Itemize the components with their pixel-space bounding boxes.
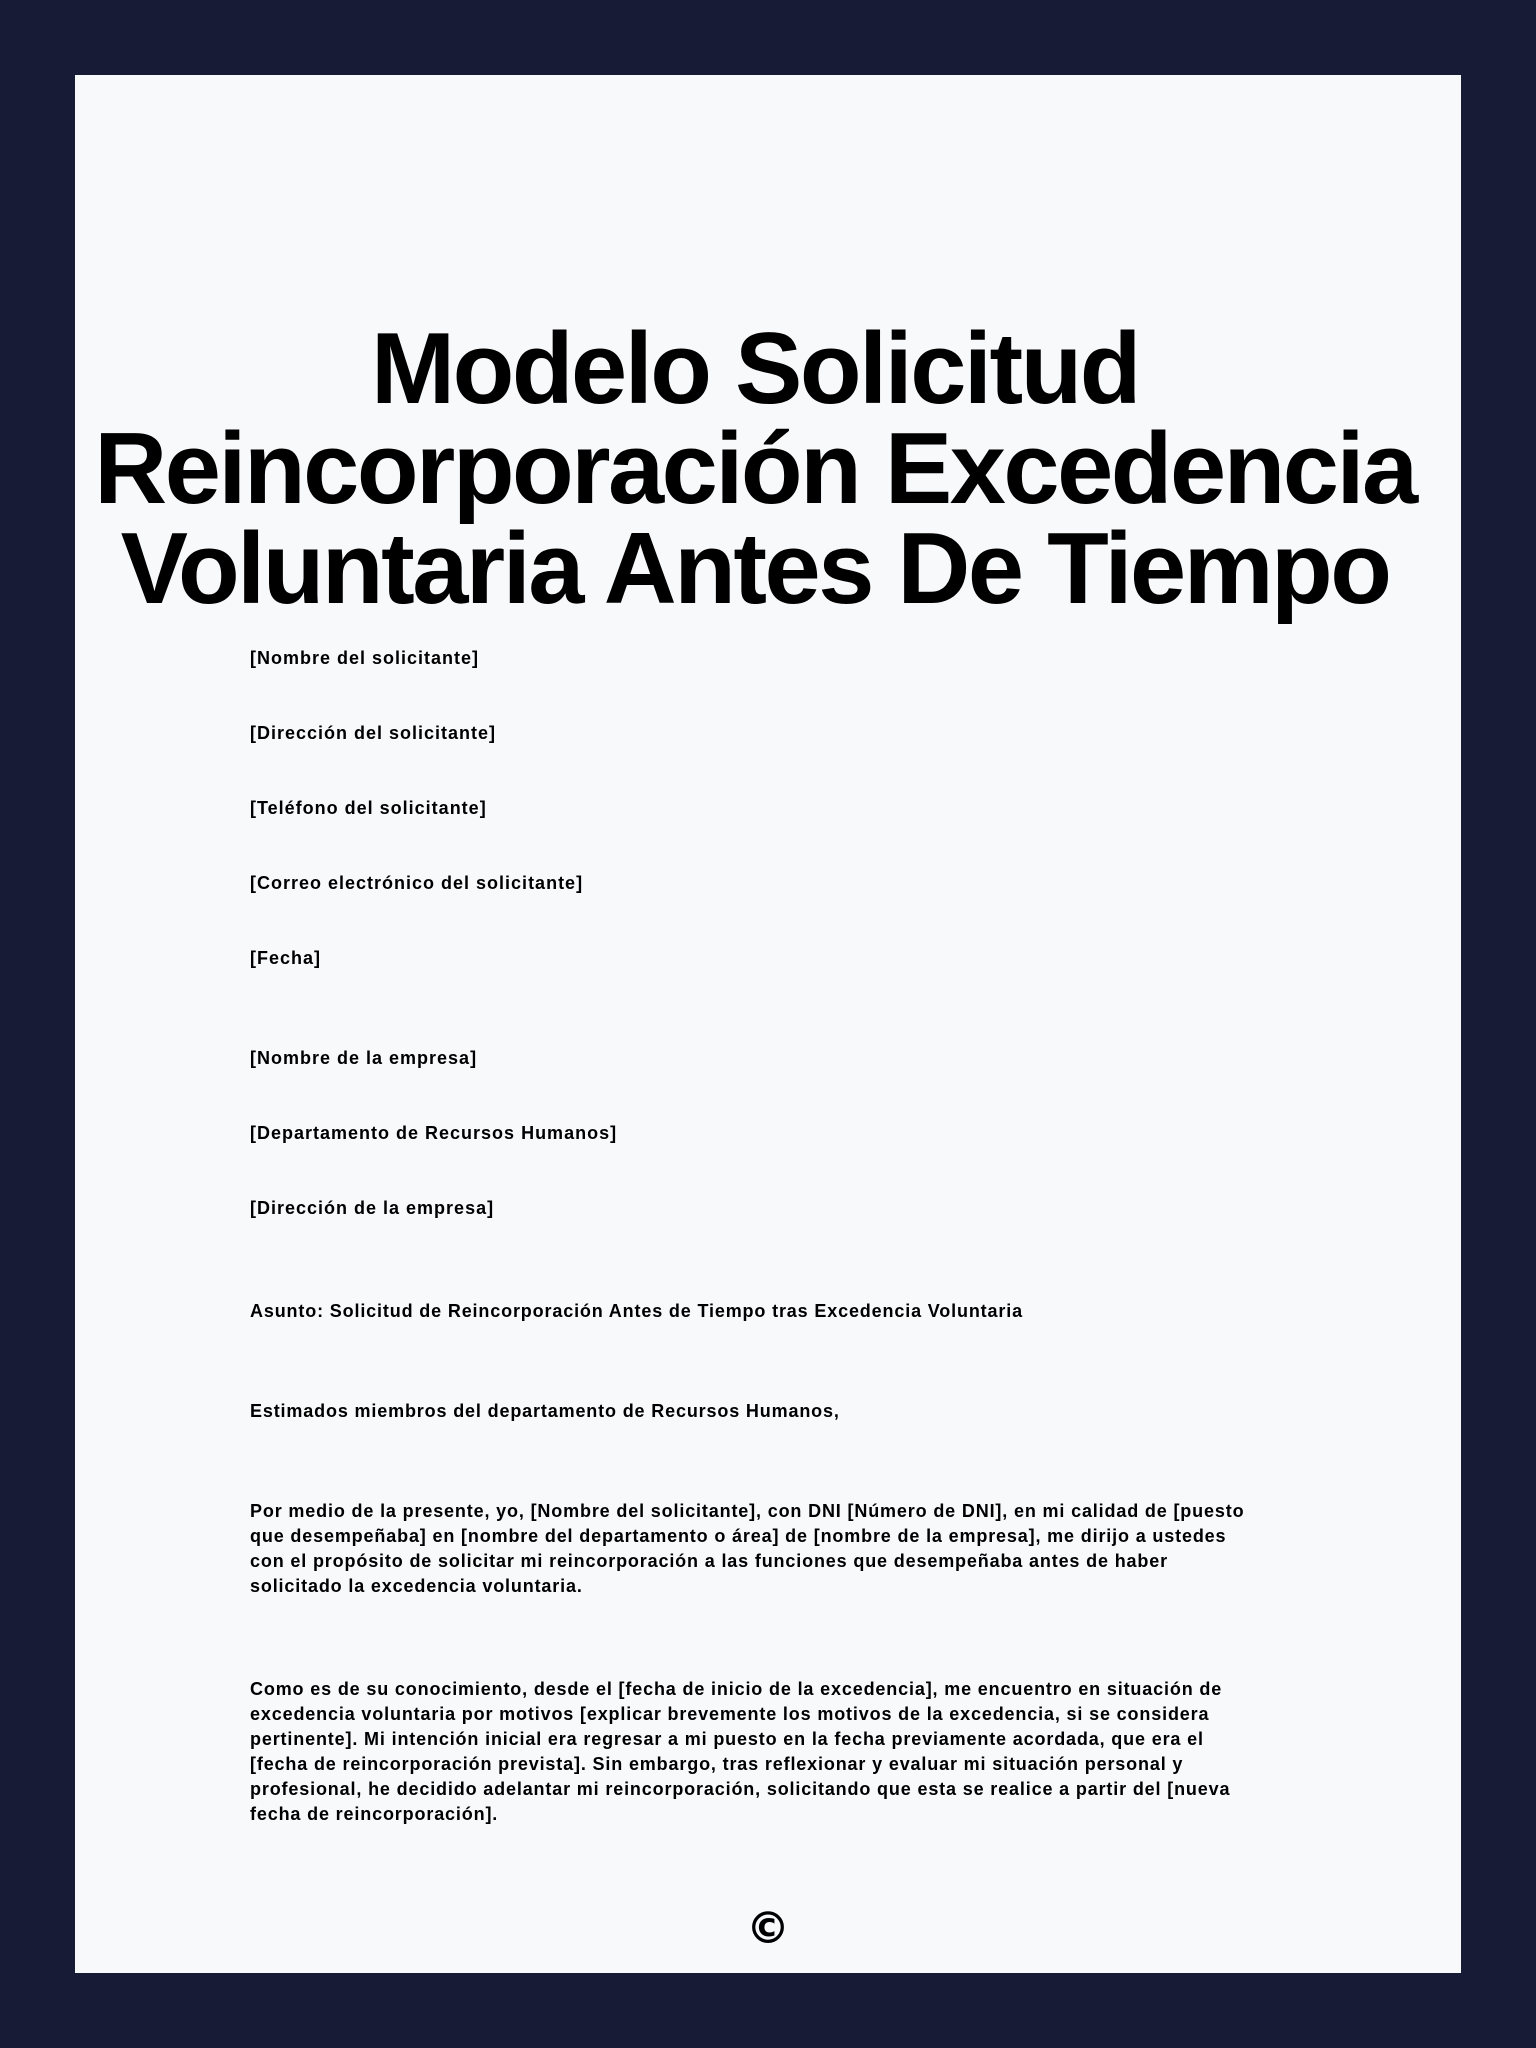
sender-address: [Dirección del solicitante] <box>250 723 497 743</box>
sender-phone: [Teléfono del solicitante] <box>250 798 487 818</box>
paragraph-line: fecha de reincorporación]. <box>250 1804 499 1824</box>
title-line-3: Voluntaria Antes De Tiempo <box>120 513 1390 625</box>
document-title <box>55 313 1455 625</box>
paragraph-line: profesional, he decidido adelantar mi reincorporación, solicitando que esta se realice a partir del [nueva <box>250 1779 1231 1799</box>
letter-greeting: Estimados miembros del departamento de Recursos Humanos, <box>250 1401 840 1421</box>
paragraph-line: Por medio de la presente, yo, [Nombre del solicitante], con DNI [Número de DNI], en mi calidad de [puesto <box>250 1501 1245 1521</box>
document-page <box>75 75 1461 1973</box>
paragraph-line: Como es de su conocimiento, desde el [fecha de inicio de la excedencia], me encuentro en situación de <box>250 1679 1223 1699</box>
paragraph-line: solicitado la excedencia voluntaria. <box>250 1576 583 1596</box>
recipient-address: [Dirección de la empresa] <box>250 1198 495 1218</box>
copyright-icon: © <box>746 1903 790 1954</box>
letter-date: [Fecha] <box>250 948 322 968</box>
title-line-1: Modelo Solicitud <box>371 313 1139 425</box>
sender-name: [Nombre del solicitante] <box>250 648 480 668</box>
paragraph-line: que desempeñaba] en [nombre del departamento o área] de [nombre de la empresa], me dirijo a ustedes <box>250 1526 1227 1546</box>
recipient-company: [Nombre de la empresa] <box>250 1048 478 1068</box>
sender-email: [Correo electrónico del solicitante] <box>250 873 584 893</box>
letter-subject: Asunto: Solicitud de Reincorporación Antes de Tiempo tras Excedencia Voluntaria <box>250 1301 1023 1321</box>
recipient-department: [Departamento de Recursos Humanos] <box>250 1123 618 1143</box>
body-paragraph-1 <box>250 1499 1244 1599</box>
paragraph-line: excedencia voluntaria por motivos [explicar brevemente los motivos de la excedencia, si se considera <box>250 1704 1210 1724</box>
paragraph-line: [fecha de reincorporación prevista]. Sin embargo, tras reflexionar y evaluar mi situación personal y <box>250 1754 1184 1774</box>
body-paragraph-2 <box>250 1677 1230 1827</box>
paragraph-line: con el propósito de solicitar mi reincorporación a las funciones que desempeñaba antes de haber <box>250 1551 1168 1571</box>
paragraph-line: pertinente]. Mi intención inicial era regresar a mi puesto en la fecha previamente acordada, que era el <box>250 1729 1204 1749</box>
title-line-2: Reincorporación Excedencia <box>94 413 1416 525</box>
